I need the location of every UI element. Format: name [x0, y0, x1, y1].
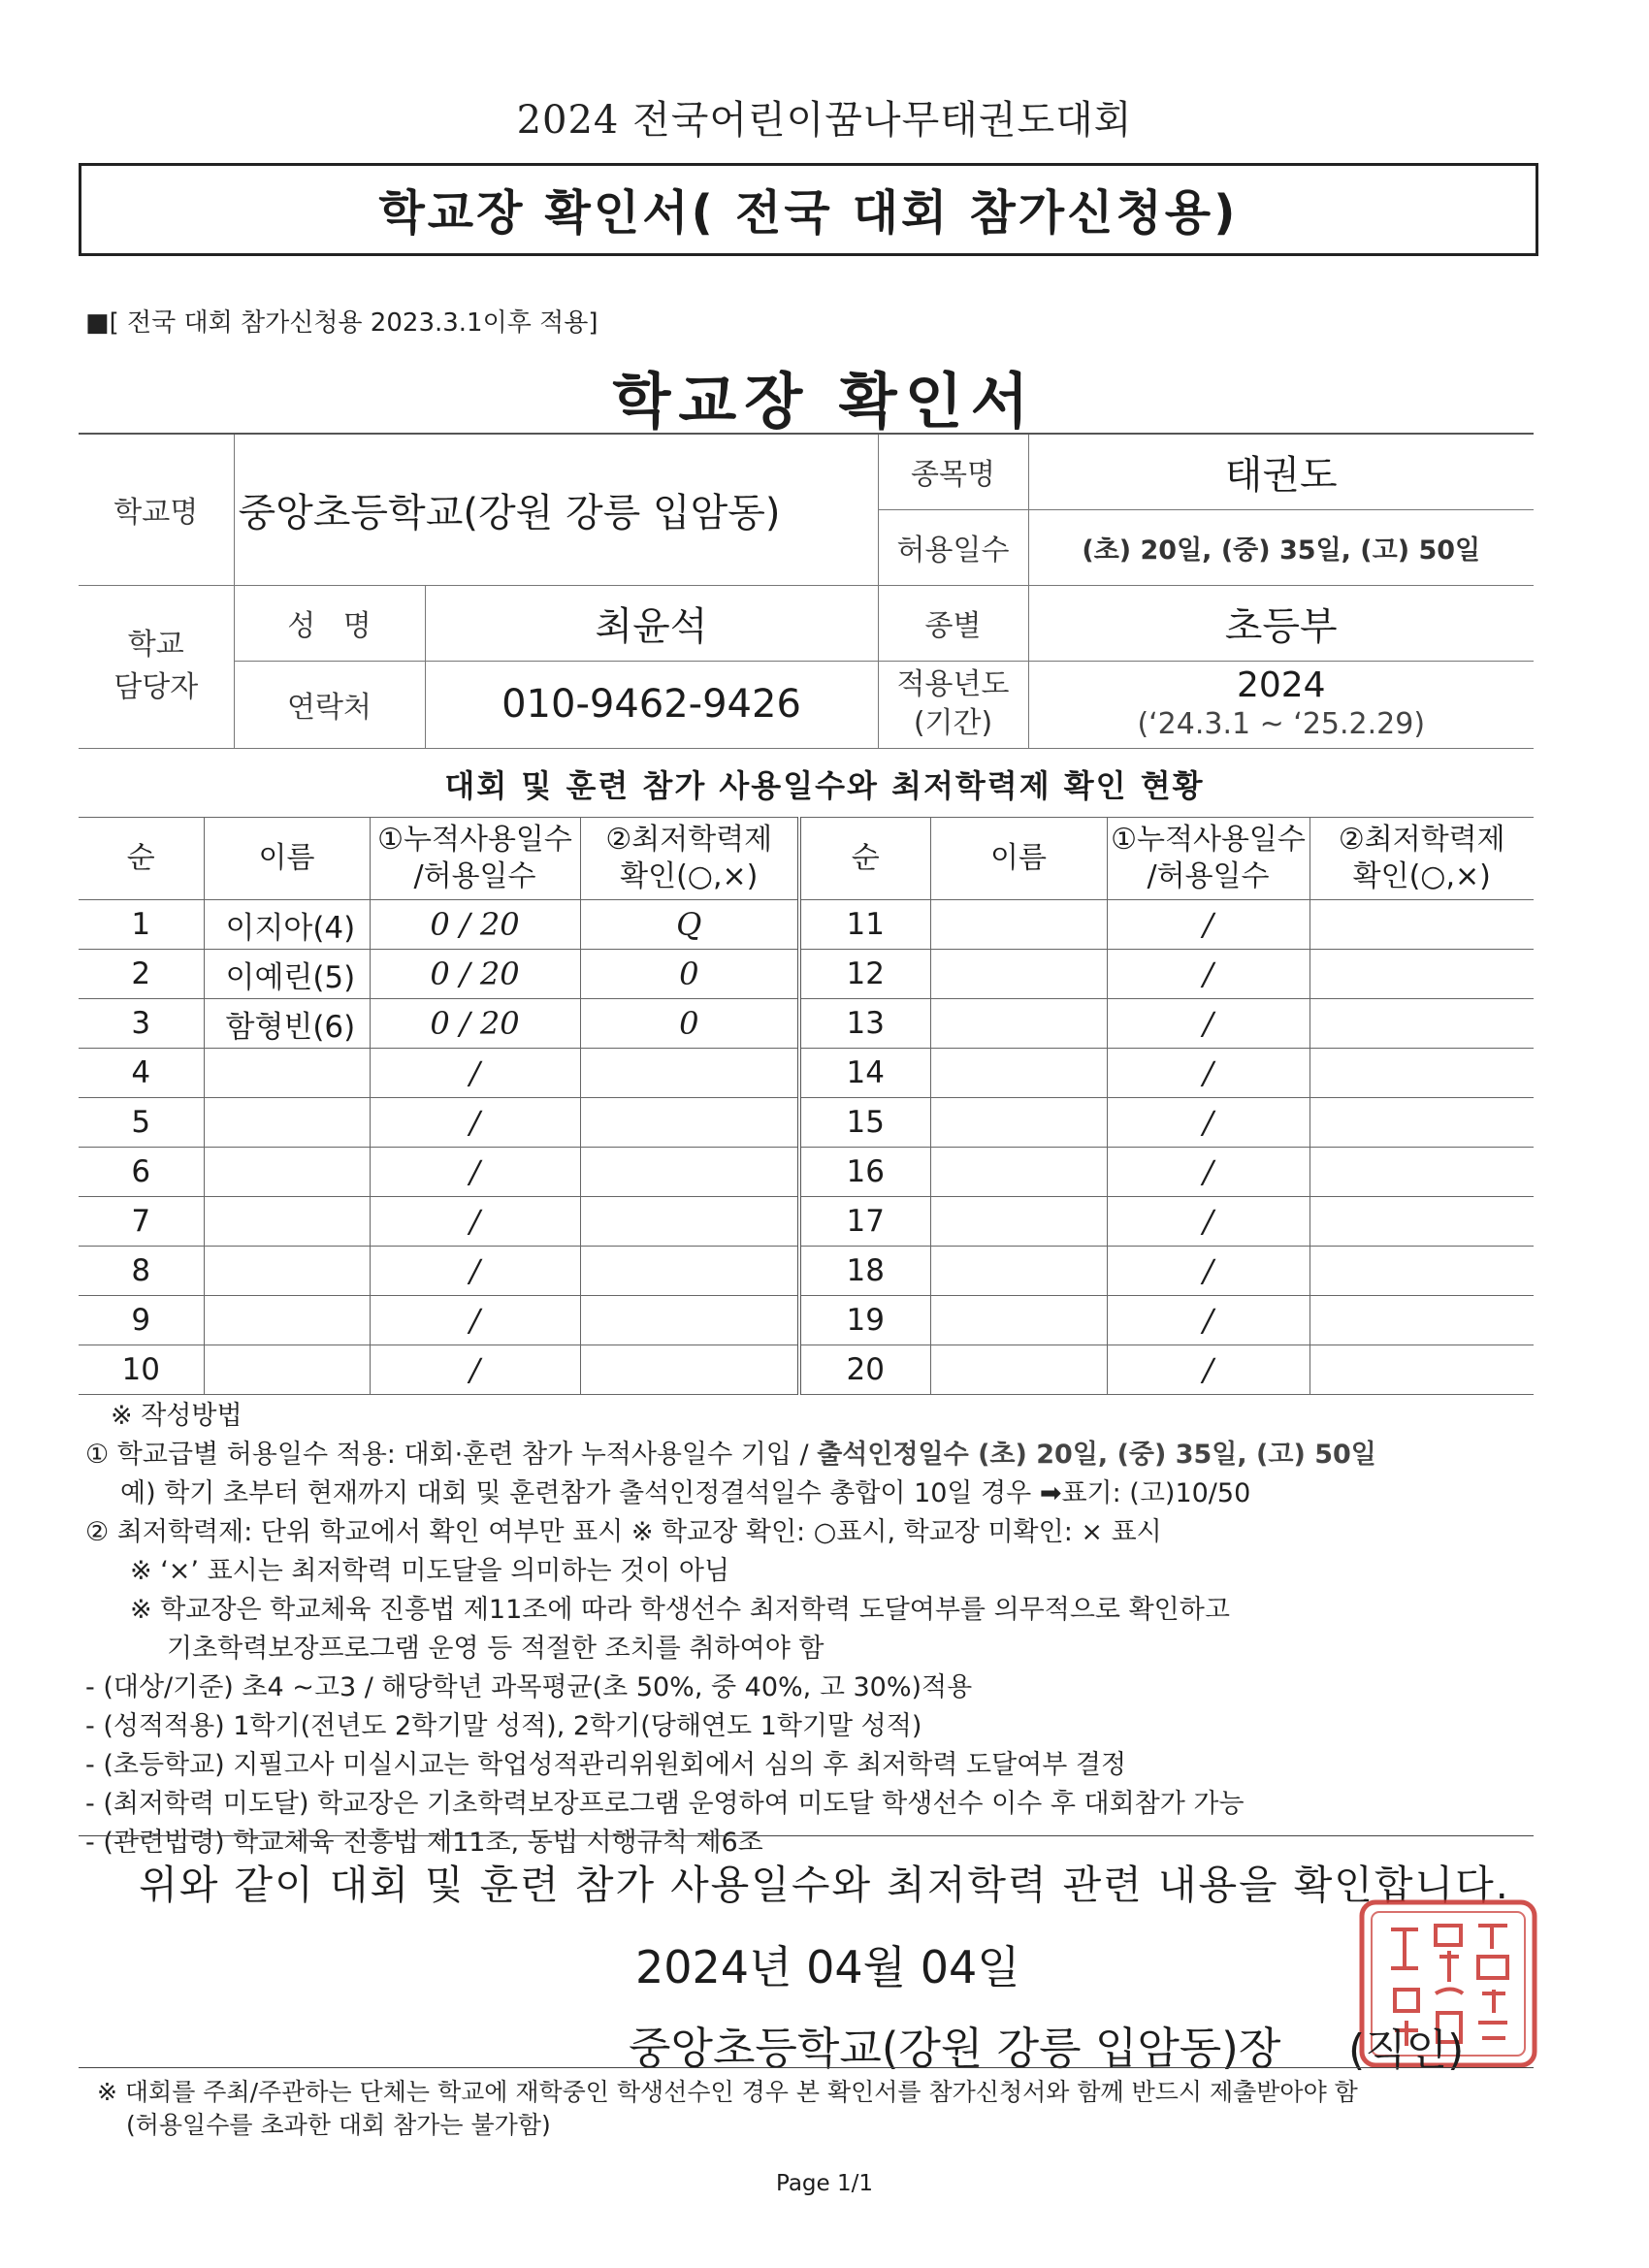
writing-instructions	[85, 1397, 1550, 1863]
row-days: 0 / 20	[370, 950, 580, 999]
row-no-right: 14	[799, 1049, 930, 1098]
method-line-1b: 출석인정일수 (초) 20일, (중) 35일, (고) 50일	[817, 1440, 1376, 1470]
row-name-right	[930, 1296, 1107, 1345]
school-label: 학교명	[79, 434, 234, 585]
row-check-right	[1310, 950, 1534, 999]
header-name-right: 이름	[930, 818, 1107, 900]
method-line-1	[85, 1436, 1550, 1474]
header-days-line2: /허용일수	[413, 859, 536, 893]
header-name: 이름	[204, 818, 370, 900]
year-value: 2024	[1236, 665, 1326, 705]
divider-top	[79, 1835, 1534, 1836]
row-check	[580, 1049, 799, 1098]
row-days-right: /	[1107, 1148, 1310, 1197]
row-check: Q	[580, 900, 799, 950]
school-info-table	[79, 433, 1534, 749]
row-no: 2	[79, 950, 204, 999]
sport-value: 태권도	[1028, 434, 1534, 509]
row-name	[204, 1247, 370, 1296]
row-no: 9	[79, 1296, 204, 1345]
header-days-right-line1: ①누적사용일수	[1111, 823, 1306, 857]
row-name-right	[930, 1247, 1107, 1296]
method-line-11: - (관련법령) 학교체육 진흥법 제11조, 동법 시행규칙 제6조	[85, 1828, 763, 1858]
header-min-right-line2: 확인(○,×)	[1352, 859, 1491, 893]
table-row	[79, 999, 1534, 1049]
row-days-right: /	[1107, 1247, 1310, 1296]
document-title-box	[79, 163, 1538, 256]
row-name: 이지아(4)	[204, 900, 370, 950]
row-check-right	[1310, 1197, 1534, 1247]
method-line-5: ※ 학교장은 학교체육 진흥법 제11조에 따라 학생선수 최저학력 도달여부를 의무적으로 확인하고	[130, 1595, 1230, 1625]
row-name: 함형빈(6)	[204, 999, 370, 1049]
row-name	[204, 1098, 370, 1148]
footnote-line-2: (허용일수를 초과한 대회 참가는 불가함)	[126, 2111, 551, 2139]
row-days: 0 / 20	[370, 999, 580, 1049]
manager-name: 최윤석	[425, 585, 878, 661]
year-cell	[1028, 661, 1534, 748]
footnote	[97, 2076, 1358, 2142]
header-days	[370, 818, 580, 900]
row-name-right	[930, 999, 1107, 1049]
row-days: /	[370, 1098, 580, 1148]
row-days-right: /	[1107, 900, 1310, 950]
division-value: 초등부	[1028, 585, 1534, 661]
row-check	[580, 1098, 799, 1148]
header-min	[580, 818, 799, 900]
row-no: 4	[79, 1049, 204, 1098]
row-no: 10	[79, 1345, 204, 1395]
row-check: 0	[580, 999, 799, 1049]
row-days-right: /	[1107, 950, 1310, 999]
row-check-right	[1310, 1049, 1534, 1098]
contact-label: 연락처	[234, 661, 425, 748]
usage-days-table	[79, 817, 1534, 1395]
row-name-right	[930, 1049, 1107, 1098]
row-check	[580, 1247, 799, 1296]
event-title: 2024 전국어린이꿈나무태권도대회	[516, 98, 1133, 143]
name-label: 성 명	[234, 585, 425, 661]
row-no: 8	[79, 1247, 204, 1296]
row-name-right	[930, 1345, 1107, 1395]
row-check: 0	[580, 950, 799, 999]
year-label: 적용년도 (기간)	[878, 661, 1028, 748]
row-name	[204, 1049, 370, 1098]
contact-value: 010-9462-9426	[425, 661, 878, 748]
row-check-right	[1310, 999, 1534, 1049]
row-no-right: 16	[799, 1148, 930, 1197]
header-min-line1: ②최저학력제	[605, 823, 773, 857]
row-no-right: 19	[799, 1296, 930, 1345]
row-days-right: /	[1107, 1345, 1310, 1395]
row-no: 3	[79, 999, 204, 1049]
footnote-line-1: ※ 대회를 주최/주관하는 단체는 학교에 재학중인 학생선수인 경우 본 확인서를 참가신청서와 함께 반드시 제출받아야 함	[97, 2078, 1358, 2106]
row-days-right: /	[1107, 999, 1310, 1049]
row-no-right: 18	[799, 1247, 930, 1296]
method-line-2: 예) 학기 초부터 현재까지 대회 및 훈련참가 출석인정결석일수 총합이 10일 경우 ➡표기: (고)10/50	[120, 1478, 1251, 1508]
method-line-4: ※ ‘×’ 표시는 최저학력 미도달을 의미하는 것이 아님	[130, 1556, 730, 1586]
row-days-right: /	[1107, 1296, 1310, 1345]
row-check-right	[1310, 1148, 1534, 1197]
table-row	[79, 1148, 1534, 1197]
table-row	[79, 1098, 1534, 1148]
header-days-right	[1107, 818, 1310, 900]
header-days-right-line2: /허용일수	[1147, 859, 1270, 893]
row-days: /	[370, 1197, 580, 1247]
row-days: /	[370, 1148, 580, 1197]
table-row	[79, 1247, 1534, 1296]
method-title: ※ 작성방법	[111, 1401, 242, 1431]
table-row	[79, 900, 1534, 950]
manager-label: 학교 담당자	[79, 585, 234, 748]
row-name: 이예린(5)	[204, 950, 370, 999]
row-days: /	[370, 1296, 580, 1345]
main-title: 학교장 확인서	[612, 366, 1037, 437]
row-check-right	[1310, 1296, 1534, 1345]
row-check-right	[1310, 1247, 1534, 1296]
division-label: 종별	[878, 585, 1028, 661]
row-days-right: /	[1107, 1098, 1310, 1148]
confirmation-date: 2024년 04월 04일	[635, 1941, 1020, 1993]
row-check-right	[1310, 900, 1534, 950]
header-min-right-line1: ②최저학력제	[1338, 823, 1505, 857]
row-check	[580, 1148, 799, 1197]
row-no-right: 20	[799, 1345, 930, 1395]
row-name-right	[930, 950, 1107, 999]
principal-signature-line: 중앙초등학교(강원 강릉 입암동)장	[629, 2023, 1281, 2074]
method-line-9: - (초등학교) 지필고사 미실시교는 학업성적관리위원회에서 심의 후 최저학력 도달여부 결정	[85, 1750, 1127, 1780]
row-name-right	[930, 1148, 1107, 1197]
row-days: /	[370, 1049, 580, 1098]
allowed-days-label: 허용일수	[878, 509, 1028, 585]
method-line-1a: ① 학교급별 허용일수 적용: 대회·훈련 참가 누적사용일수 기입 /	[85, 1440, 818, 1470]
row-name-right	[930, 1098, 1107, 1148]
method-line-3: ② 최저학력제: 단위 학교에서 확인 여부만 표시 ※ 학교장 확인: ○표시, 학교장 미확인: × 표시	[85, 1517, 1162, 1547]
row-no-right: 17	[799, 1197, 930, 1247]
section-title-text: 대회 및 훈련 참가 사용일수와 최저학력제 확인 현황	[444, 767, 1205, 804]
row-check	[580, 1197, 799, 1247]
row-name	[204, 1197, 370, 1247]
method-line-8: - (성적적용) 1학기(전년도 2학기말 성적), 2학기(당해연도 1학기말 성적)	[85, 1711, 922, 1741]
method-line-10: - (최저학력 미도달) 학교장은 기초학력보장프로그램 운영하여 미도달 학생선수 이수 후 대회참가 가능	[85, 1789, 1245, 1819]
period-value: (‘24.3.1 ~ ‘25.2.29)	[1137, 707, 1426, 741]
application-notice: ■[ 전국 대회 참가신청용 2023.3.1이후 적용]	[85, 308, 598, 338]
table-row	[79, 1296, 1534, 1345]
row-no: 5	[79, 1098, 204, 1148]
row-name	[204, 1296, 370, 1345]
method-line-6: 기초학력보장프로그램 운영 등 적절한 조치를 취하여야 함	[167, 1634, 824, 1664]
row-check-right	[1310, 1098, 1534, 1148]
divider-bottom	[79, 2067, 1534, 2068]
header-min-line2: 확인(○,×)	[620, 859, 759, 893]
sport-label: 종목명	[878, 434, 1028, 509]
row-no: 6	[79, 1148, 204, 1197]
row-days: /	[370, 1345, 580, 1395]
row-no-right: 12	[799, 950, 930, 999]
table-row	[79, 1197, 1534, 1247]
row-name-right	[930, 900, 1107, 950]
row-check-right	[1310, 1345, 1534, 1395]
row-no-right: 11	[799, 900, 930, 950]
header-no-right: 순	[799, 818, 930, 900]
confirmation-statement: 위와 같이 대회 및 훈련 참가 사용일수와 최저학력 관련 내용을 확인합니다.	[139, 1862, 1510, 1908]
row-days: /	[370, 1247, 580, 1296]
school-name: 중앙초등학교(강원 강릉 입암동)	[234, 434, 878, 585]
allowed-days-value: (초) 20일, (중) 35일, (고) 50일	[1028, 509, 1534, 585]
seal-label: (직인)	[1348, 2025, 1465, 2075]
row-no-right: 13	[799, 999, 930, 1049]
row-name-right	[930, 1197, 1107, 1247]
row-days: 0 / 20	[370, 900, 580, 950]
row-check	[580, 1296, 799, 1345]
header-days-line1: ①누적사용일수	[377, 823, 572, 857]
row-days-right: /	[1107, 1049, 1310, 1098]
table-row	[79, 1345, 1534, 1395]
row-name	[204, 1345, 370, 1395]
row-name	[204, 1148, 370, 1197]
table-row	[79, 950, 1534, 999]
row-no: 1	[79, 900, 204, 950]
header-min-right	[1310, 818, 1534, 900]
row-no-right: 15	[799, 1098, 930, 1148]
page-number: Page 1/1	[775, 2171, 873, 2196]
row-no: 7	[79, 1197, 204, 1247]
row-days-right: /	[1107, 1197, 1310, 1247]
section-title	[0, 761, 1533, 806]
header-no: 순	[79, 818, 204, 900]
method-line-7: - (대상/기준) 초4 ~고3 / 해당학년 과목평균(초 50%, 중 40%, 고 30%)적용	[85, 1672, 973, 1702]
document-title: 학교장 확인서( 전국 대회 참가신청용)	[378, 185, 1239, 241]
table-row	[79, 1049, 1534, 1098]
row-check	[580, 1345, 799, 1395]
